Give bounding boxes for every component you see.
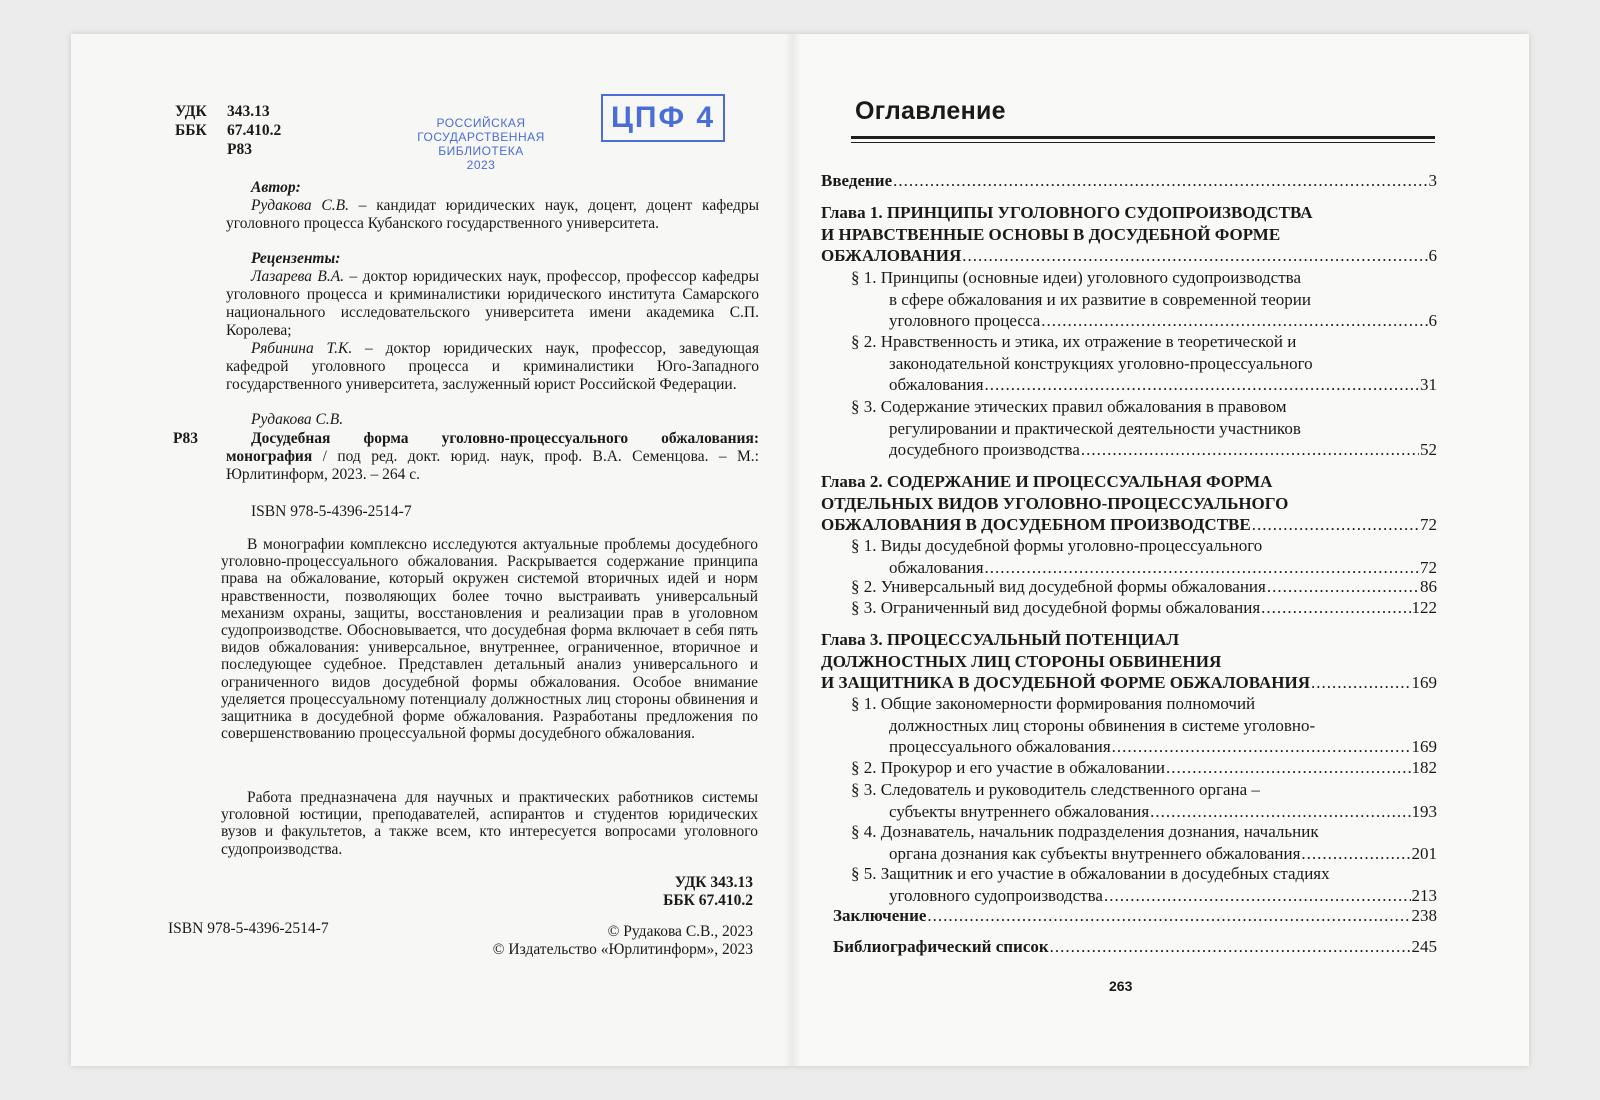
right-page — [793, 34, 1529, 1066]
toc-line-text: § 1. Общие закономерности формирования полномочий — [851, 694, 1256, 713]
book-title: Досудебная форма уголовно-процессуального обжалования: монография — [226, 430, 759, 465]
classification-code: Р83 — [227, 141, 252, 158]
toc-section — [821, 331, 1437, 396]
cpf-stamp: ЦПФ 4 — [601, 94, 725, 142]
toc-line-text: Заключение — [833, 906, 927, 925]
left-page — [71, 34, 793, 1066]
toc-line-text: § 3. Содержание этических правил обжалования в правовом — [851, 397, 1287, 416]
toc-line-text: И ЗАЩИТНИКА В ДОСУДЕБНОЙ ФОРМЕ ОБЖАЛОВАНИЯ — [821, 673, 1310, 692]
toc-section — [821, 576, 1437, 598]
reviewer-2-name: Рябинина Т.К. — [251, 340, 353, 357]
toc-line-text: законодательной конструкциях уголовно-процессуального — [889, 353, 1313, 373]
toc-page-number: 122 — [1411, 598, 1437, 617]
toc-leader-dots — [1267, 576, 1419, 598]
toc-line-text: Глава 2. СОДЕРЖАНИЕ И ПРОЦЕССУАЛЬНАЯ ФОРМА — [821, 472, 1273, 491]
annotation-paragraph-1: В монографии комплексно исследуются актуальные проблемы досудебного уголовно-процессуального обжалования. Раскрывается содержание принципа права на обжалование, который окружен системой вторичных идей и норм нравственности, позволяющих более точно выстраивать универсальный механизм охраны, защиты, восстановления и реализации прав в уголовном судопроизводстве. Обосновывается, что досудебная форма включает в себя пять видов обжалования: универсальное, внутреннее, ограниченное, вторичное и последующее судебное. Представлен детальный анализ универсального и ограниченного видов досудебной формы обжалования. Особое внимание уделяется процессуальному потенциалу должностных лиц стороны обвинения и защитника в досудебной форме обжалования. Разработаны предложения по совершенствованию процессуальной формы досудебного обжалования. — [221, 536, 758, 743]
toc-page-number: 3 — [1428, 171, 1437, 190]
toc-section — [821, 597, 1437, 619]
isbn-line: ISBN 978-5-4396-2514-7 — [251, 503, 412, 520]
catalog-description — [226, 430, 759, 484]
toc-leader-dots — [1050, 936, 1411, 958]
toc-leader-dots — [1041, 310, 1427, 332]
reviewer-1 — [226, 268, 759, 340]
toc-section — [821, 396, 1437, 461]
toc-line-text: Глава 3. ПРОЦЕССУАЛЬНЫЙ ПОТЕНЦИАЛ — [821, 630, 1180, 649]
toc-line-text: Библиографический список — [833, 937, 1049, 956]
stamp-line: РОССИЙСКАЯ — [436, 116, 526, 130]
toc-line-text: ОБЖАЛОВАНИЯ В ДОСУДЕБНОМ ПРОИЗВОДСТВЕ — [821, 515, 1251, 534]
title-rule-thick — [851, 136, 1435, 139]
toc-section — [821, 757, 1437, 779]
toc-leader-dots — [962, 245, 1427, 267]
toc-line-text: § 3. Ограниченный вид досудебной формы обжалования — [851, 598, 1261, 617]
toc-line-text: ДОЛЖНОСТНЫХ ЛИЦ СТОРОНЫ ОБВИНЕНИЯ — [821, 651, 1222, 671]
toc-line-text: органа дознания как субъекты внутреннего обжалования — [889, 843, 1301, 863]
toc-leader-dots — [1104, 885, 1411, 907]
toc-chapter — [821, 471, 1437, 536]
toc-leader-dots — [1301, 843, 1410, 865]
author-name: Рудакова С.В. — [251, 197, 349, 214]
annotation-paragraph-2: Работа предназначена для научных и практических работников системы уголовной юстиции, преподавателей, аспирантов и студентов юридических вузов и факультетов, а также всем, кто интересуется вопросами уголовного судопроизводства. — [221, 789, 758, 858]
toc-page-number: 182 — [1411, 758, 1437, 777]
toc-line-text: ОБЖАЛОВАНИЯ — [821, 246, 962, 265]
toc-chapter — [821, 202, 1437, 267]
toc-page-number: 201 — [1411, 843, 1437, 863]
toc-line-text: уголовного процесса — [889, 311, 1041, 330]
toc-line-text: § 4. Дознаватель, начальник подразделения дознания, начальник — [851, 822, 1319, 841]
toc-section — [821, 779, 1437, 822]
toc-page-number: 52 — [1420, 440, 1437, 459]
stamp-line: ГОСУДАРСТВЕННАЯ — [417, 130, 545, 144]
bottom-bbk: ББК 67.410.2 — [663, 892, 753, 909]
toc-line-text: ОТДЕЛЬНЫХ ВИДОВ УГОЛОВНО-ПРОЦЕССУАЛЬНОГО — [821, 493, 1289, 513]
toc-leader-dots — [1112, 736, 1411, 758]
stamp-line: БИБЛИОТЕКА — [438, 144, 524, 158]
toc-leader-dots — [1081, 439, 1419, 461]
toc-line-text: обжалования — [889, 375, 984, 394]
author-info — [226, 197, 759, 233]
bottom-udk: УДК 343.13 — [674, 874, 753, 891]
toc-leader-dots — [985, 557, 1419, 579]
bottom-isbn: ISBN 978-5-4396-2514-7 — [168, 920, 329, 937]
catalog-code: Р83 — [173, 430, 198, 447]
toc-page-number: 213 — [1411, 885, 1437, 905]
reviewers-heading: Рецензенты: — [251, 250, 341, 267]
toc-page-number: 72 — [1420, 515, 1437, 534]
toc-section — [821, 535, 1437, 578]
toc-leader-dots — [1166, 757, 1410, 779]
toc-line-text: § 1. Виды досудебной формы уголовно-процессуального — [851, 536, 1263, 555]
toc-page-number: 245 — [1411, 937, 1437, 956]
toc-chapter — [821, 170, 1437, 192]
reviewer-1-text: – доктор юридических наук, профессор, профессор кафедры уголовного процесса и криминалистики юридического института Самарского национального исследовательского университета имени академика С.П. Королева; — [226, 268, 759, 339]
library-stamp — [411, 116, 551, 172]
catalog-details: / под ред. докт. юрид. наук, проф. В.А. Семенцова. – М.: Юрлитинформ, 2023. – 264 с. — [226, 448, 759, 483]
title-rule-thin — [851, 142, 1435, 143]
bbk-label: ББК — [175, 122, 207, 139]
toc-line-text: § 1. Принципы (основные идеи) уголовного судопроизводства — [851, 268, 1301, 287]
book-spread — [71, 34, 1529, 1066]
toc-section — [821, 267, 1437, 332]
toc-leader-dots — [1252, 514, 1419, 536]
toc-line-text: § 2. Нравственность и этика, их отражение в теоретической и — [851, 332, 1297, 351]
toc-section — [821, 821, 1437, 864]
reviewer-2-text: – доктор юридических наук, профессор, заведующая кафедрой уголовного процесса и криминалистики Юго-Западного государственного университета, заслуженный юрист Российской Федерации. — [226, 340, 760, 393]
toc-line-text: субъекты внутреннего обжалования — [889, 801, 1150, 821]
toc-page-number: 169 — [1411, 673, 1437, 692]
toc-line-text: уголовного судопроизводства — [889, 885, 1103, 905]
toc-chapter — [833, 936, 1437, 958]
toc-leader-dots — [927, 905, 1410, 927]
toc-line-text: § 2. Прокурор и его участие в обжаловании — [851, 758, 1166, 777]
toc-line-text: Глава 1. ПРИНЦИПЫ УГОЛОВНОГО СУДОПРОИЗВОДСТВА — [821, 203, 1313, 222]
toc-line-text: § 2. Универсальный вид досудебной формы обжалования — [851, 577, 1266, 596]
toc-title: Оглавление — [855, 97, 1006, 125]
toc-page-number: 31 — [1420, 375, 1437, 394]
author-heading: Автор: — [251, 179, 301, 196]
toc-line-text: § 3. Следователь и руководитель следственного органа – — [851, 780, 1260, 799]
toc-line-text: процессуального обжалования — [889, 737, 1111, 756]
toc-line-text: И НРАВСТВЕННЫЕ ОСНОВЫ В ДОСУДЕБНОЙ ФОРМЕ — [821, 224, 1281, 244]
toc-chapter — [833, 905, 1437, 927]
author-text: – кандидат юридических наук, доцент, доцент кафедры уголовного процесса Кубанского государственного университета. — [226, 197, 759, 232]
toc-section — [821, 693, 1437, 758]
toc-chapter — [821, 629, 1437, 694]
copyright-publisher: © Издательство «Юрлитинформ», 2023 — [492, 941, 753, 958]
toc-page-number: 6 — [1428, 311, 1437, 330]
toc-leader-dots — [985, 374, 1419, 396]
stamp-line: 2023 — [466, 158, 496, 172]
toc-line-text: должностных лиц стороны обвинения в системе уголовно- — [889, 715, 1316, 735]
toc-leader-dots — [1311, 672, 1411, 694]
toc-page-number: 6 — [1428, 246, 1437, 265]
toc-leader-dots — [893, 170, 1427, 192]
toc-line-text: в сфере обжалования и их развитие в современной теории — [889, 289, 1311, 309]
toc-page-number: 86 — [1420, 577, 1437, 596]
reviewer-1-name: Лазарева В.А. — [251, 268, 345, 285]
catalog-author: Рудакова С.В. — [251, 411, 344, 428]
udk-value: 343.13 — [227, 103, 270, 120]
toc-page-number: 72 — [1420, 557, 1437, 577]
copyright-author: © Рудакова С.В., 2023 — [607, 923, 753, 940]
page-number: 263 — [1109, 978, 1133, 994]
toc-line-text: досудебного производства — [889, 440, 1080, 459]
toc-line-text: § 5. Защитник и его участие в обжаловании в досудебных стадиях — [851, 864, 1330, 883]
udk-label: УДК — [175, 103, 207, 120]
toc-line-text: регулировании и практической деятельности участников — [889, 418, 1301, 438]
toc-leader-dots — [1150, 801, 1410, 823]
toc-page-number: 169 — [1411, 737, 1437, 756]
reviewer-2 — [226, 340, 759, 394]
toc-line-text: Введение — [821, 171, 893, 190]
toc-page-number: 193 — [1411, 801, 1437, 821]
bbk-value: 67.410.2 — [227, 122, 282, 139]
toc-section — [821, 863, 1437, 906]
toc-line-text: обжалования — [889, 557, 984, 577]
toc-page-number: 238 — [1411, 906, 1437, 925]
toc-leader-dots — [1261, 597, 1410, 619]
